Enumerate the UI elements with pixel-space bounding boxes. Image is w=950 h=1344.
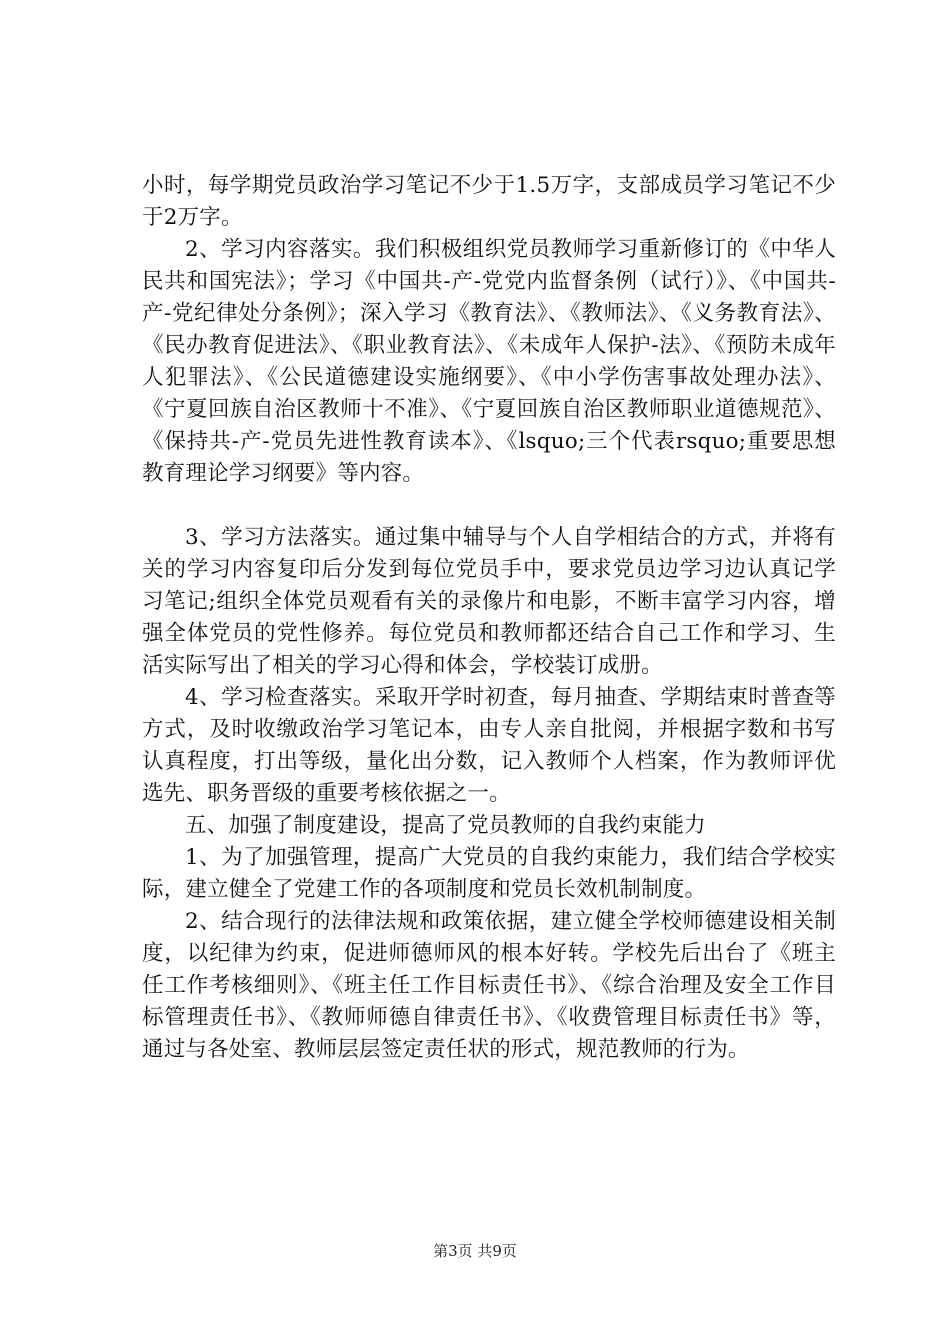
paragraph-study-inspection: 4、学习检查落实。采取开学时初查，每月抽查、学期结束时普查等方式，及时收缴政治学习笔记本，由专人亲自批阅，并根据字数和书写认真程度，打出等级，量化出分数，记入教师个人档案，作为教师评优选先、职务晋级的重要考核依据之一。 [142, 685, 836, 806]
section-heading-five: 五、加强了制度建设，提高了党员教师的自我约束能力 [185, 813, 706, 838]
paragraph-continuation: 小时，每学期党员政治学习笔记不少于1.5万字，支部成员学习笔记不少于2万字。 [142, 173, 836, 230]
document-body [142, 170, 836, 1066]
paragraph-gap [142, 490, 836, 522]
page-number-footer: 第3页 共9页 [433, 1242, 517, 1260]
paragraph-study-method: 3、学习方法落实。通过集中辅导与个人自学相结合的方式，并将有关的学习内容复印后分发到每位党员手中，要求党员边学习边认真记学习笔记;组织全体党员观看有关的录像片和电影，不断丰富学习内容，增强全体党员的党性修养。每位党员和教师都还结合自己工作和学习、生活实际写出了相关的学习心得和体会，学校装订成册。 [142, 525, 836, 678]
paragraph-management: 1、为了加强管理，提高广大党员的自我约束能力，我们结合学校实际，建立健全了党建工作的各项制度和党员长效机制制度。 [142, 845, 836, 902]
paragraph-study-content: 2、学习内容落实。我们积极组织党员教师学习重新修订的《中华人民共和国宪法》；学习《中国共-产-党党内监督条例（试行）》、《中国共-产-党纪律处分条例》；深入学习《教育法》、《教师法》、《义务教育法》、《民办教育促进法》、《职业教育法》、《未成年人保护-法》、《预防未成年人犯罪法》、《公民道德建设实施纲要》、《中小学伤害事故处理办法》、《宁夏回族自治区教师十不准》、《宁夏回族自治区教师职业道德规范》、《保持共-产-党员先进性教育读本》、《lsquo;三个代表rsquo;重要思想教育理论学习纲要》等内容。 [142, 237, 836, 486]
paragraph-regulations: 2、结合现行的法律法规和政策依据，建立健全学校师德建设相关制度，以纪律为约束，促进师德师风的根本好转。学校先后出台了《班主任工作考核细则》、《班主任工作目标责任书》、《综合治理及安全工作目标管理责任书》、《教师师德自律责任书》、《收费管理目标责任书》等，通过与各处室、教师层层签定责任状的形式，规范教师的行为。 [142, 909, 836, 1062]
